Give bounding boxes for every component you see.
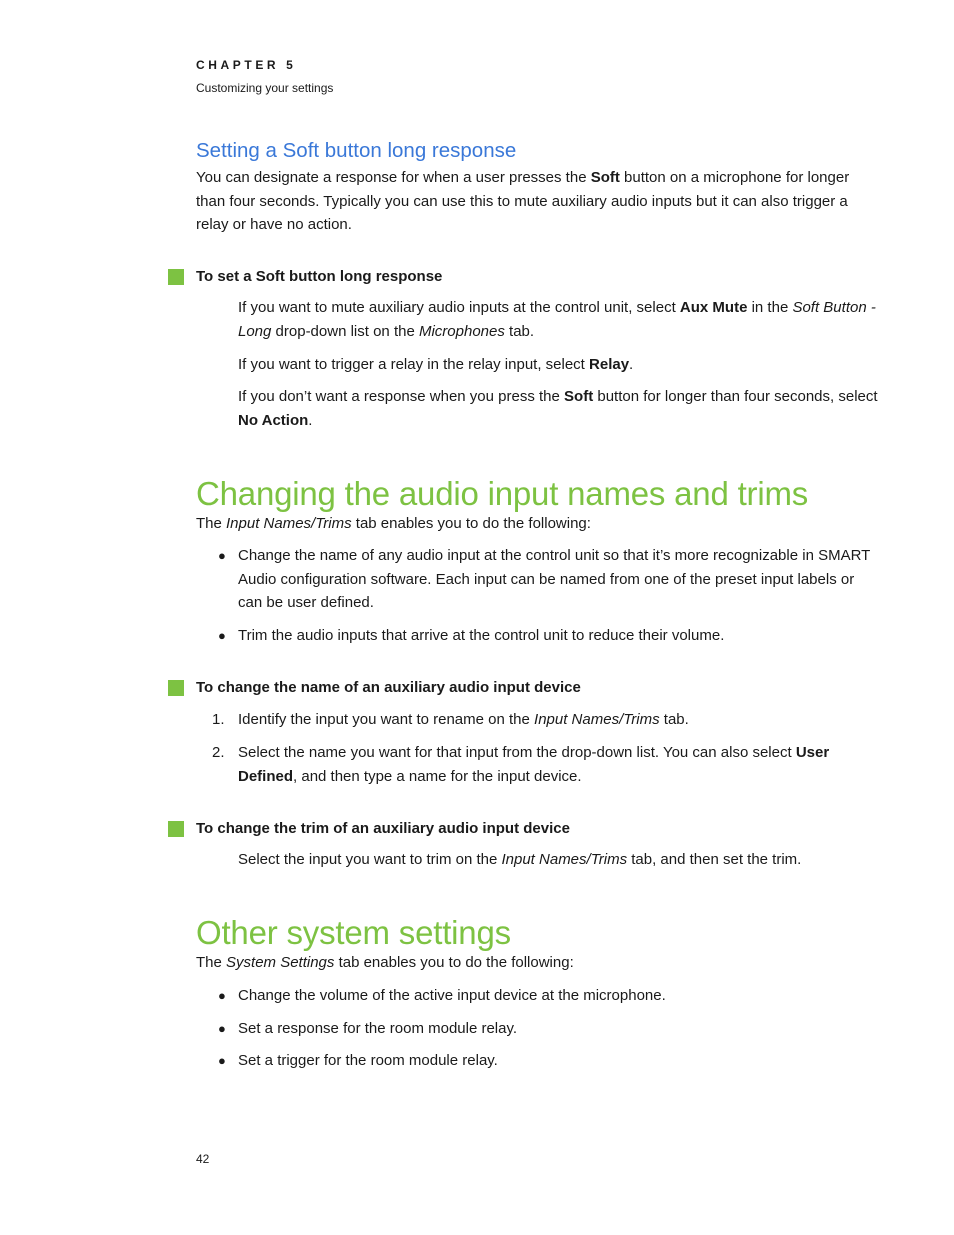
task-soft-button [168, 268, 442, 285]
list-item [218, 1049, 878, 1073]
list-item-text: Set a trigger for the room module relay. [238, 1052, 498, 1069]
names-intro-paragraph: The Input Names/Trims tab enables you to do the following: [196, 515, 591, 532]
soft-step-aux-mute: If you want to mute auxiliary audio inputs at the control unit, select Aux Mute in the Soft Button - Long drop-down list on the Microphones tab. [238, 299, 876, 340]
step-text: Select the name you want for that input from the drop-down list. You can also select User Defined, and then type a name for the input device. [238, 744, 830, 785]
bold-text: Soft [590, 169, 620, 186]
list-item-text: Change the name of any audio input at the control unit so that it’s more recognizable in SMART Audio configuration software. Each input can be named from one of the preset input labels or can be user defined. [238, 547, 871, 611]
task-square-icon [168, 680, 184, 696]
list-item-text: Trim the audio inputs that arrive at the control unit to reduce their volume. [238, 627, 725, 644]
task-change-trim [168, 820, 570, 837]
soft-step-no-action: If you don’t want a response when you press the Soft button for longer than four seconds, select No Action. [238, 388, 878, 429]
list-item [218, 544, 878, 615]
step-text: Identify the input you want to rename on the Input Names/Trims tab. [238, 711, 689, 728]
step-number: 1. [212, 711, 225, 728]
italic-text: Soft Button - Long [238, 299, 876, 340]
bullet-icon: ● [218, 548, 226, 563]
soft-intro-paragraph: You can designate a response for when a user presses the Soft button on a microphone for longer than four seconds. Typically you can use this to mute auxiliary audio inputs but it can also trigger a relay or have no action. [196, 169, 850, 233]
numbered-step [212, 708, 878, 732]
italic-text: Input Names/Trims [226, 515, 352, 532]
chapter-label: CHAPTER 5 [196, 58, 297, 72]
section-heading-soft-button: Setting a Soft button long response [196, 139, 517, 162]
task-change-name [168, 679, 581, 696]
bullet-icon: ● [218, 1053, 226, 1068]
italic-text: Input Names/Trims [501, 851, 628, 868]
italic-text: Microphones [418, 322, 505, 340]
bold-text: Aux Mute [679, 299, 748, 316]
task-title: To change the name of an auxiliary audio input device [196, 679, 581, 696]
section-heading-system-settings: Other system settings [196, 914, 511, 951]
page-number: 42 [196, 1152, 210, 1166]
bold-text: No Action [238, 411, 309, 429]
bold-text: Relay [589, 356, 630, 373]
bullet-icon: ● [218, 988, 226, 1003]
bold-text: User Defined [238, 744, 830, 785]
list-item [218, 624, 878, 648]
soft-step-relay: If you want to trigger a relay in the relay input, select Relay. [238, 356, 634, 373]
chapter-subtitle: Customizing your settings [196, 81, 334, 95]
task-square-icon [168, 821, 184, 837]
task-title: To set a Soft button long response [196, 268, 443, 285]
numbered-step [212, 741, 878, 788]
step-number: 2. [212, 744, 225, 761]
italic-text: Input Names/Trims [534, 711, 660, 728]
list-item [218, 984, 878, 1008]
task-square-icon [168, 269, 184, 285]
list-item-text: Set a response for the room module relay. [238, 1020, 518, 1037]
trim-step: Select the input you want to trim on the Input Names/Trims tab, and then set the trim. [238, 851, 802, 868]
bullet-icon: ● [218, 1021, 226, 1036]
bold-text: Soft [564, 388, 594, 405]
system-intro-paragraph: The System Settings tab enables you to do the following: [196, 954, 574, 971]
list-item [218, 1017, 878, 1041]
italic-text: System Settings [226, 954, 335, 971]
bullet-icon: ● [218, 628, 226, 643]
list-item-text: Change the volume of the active input device at the microphone. [238, 987, 666, 1004]
section-heading-input-names: Changing the audio input names and trims [196, 475, 809, 512]
task-title: To change the trim of an auxiliary audio input device [196, 820, 570, 837]
